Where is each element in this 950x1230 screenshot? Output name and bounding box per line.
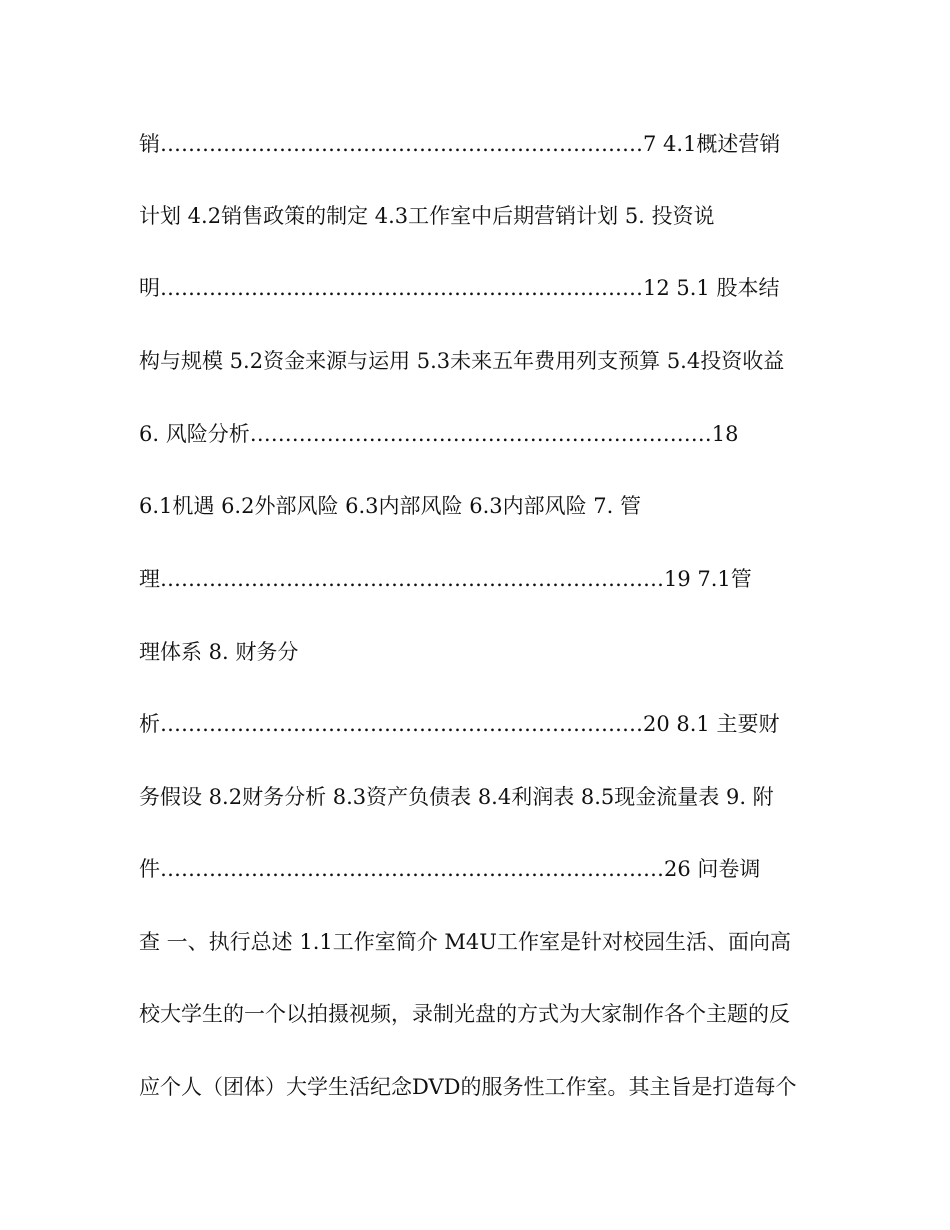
text-line: 理体系 8. 财务分 bbox=[139, 640, 299, 664]
text-line: 件………………………………………………………………26 问卷调 bbox=[139, 857, 761, 881]
text-line: 6. 风险分析…………………………………………………………18 bbox=[139, 422, 739, 446]
text-line: 6.1机遇 6.2外部风险 6.3内部风险 6.3内部风险 7. 管 bbox=[139, 494, 641, 518]
text-line: 理………………………………………………………………19 7.1管 bbox=[139, 567, 752, 591]
text-line: 销……………………………………………………………7 4.1概述营销 bbox=[139, 132, 781, 156]
text-line: 计划 4.2销售政策的制定 4.3工作室中后期营销计划 5. 投资说 bbox=[139, 204, 715, 228]
text-line: 校大学生的一个以拍摄视频，录制光盘的方式为大家制作各个主题的反 bbox=[139, 1002, 790, 1026]
text-line: 查 一、执行总述 1.1工作室简介 M4U工作室是针对校园生活、面向高 bbox=[139, 930, 791, 954]
text-line: 构与规模 5.2资金来源与运用 5.3未来五年费用列支预算 5.4投资收益 bbox=[139, 349, 785, 373]
text-line: 析……………………………………………………………20 8.1 主要财 bbox=[139, 712, 780, 736]
text-line: 务假设 8.2财务分析 8.3资产负债表 8.4利润表 8.5现金流量表 9. 附 bbox=[139, 785, 774, 809]
text-line: 应个人（团体）大学生活纪念DVD的服务性工作室。其主旨是打造每个 bbox=[139, 1075, 797, 1099]
text-line: 明……………………………………………………………12 5.1 股本结 bbox=[139, 276, 780, 300]
